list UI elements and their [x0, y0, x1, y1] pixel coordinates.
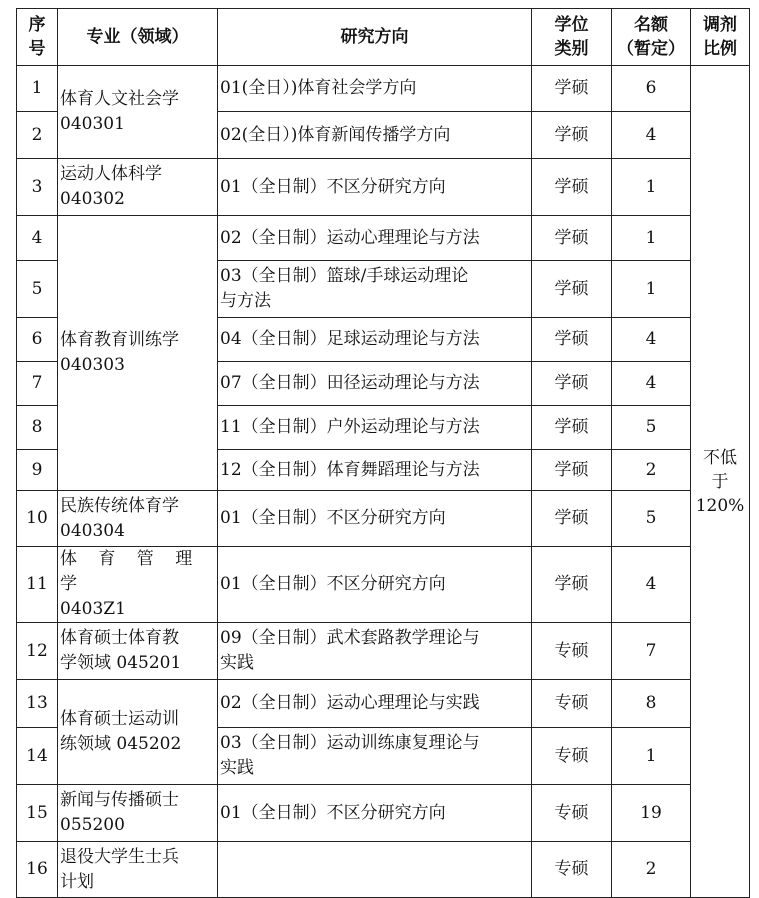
degree-cell: 学硕 [532, 547, 612, 623]
degree-cell: 专硕 [532, 785, 612, 842]
seq-cell: 3 [17, 159, 58, 216]
direction-cell: 04（全日制）足球运动理论与方法 [218, 318, 532, 362]
seq-cell: 16 [17, 842, 58, 898]
major-cell: 民族传统体育学 040304 [58, 491, 218, 547]
degree-cell: 专硕 [532, 842, 612, 898]
admissions-table [16, 8, 750, 898]
degree-cell: 学硕 [532, 318, 612, 362]
quota-cell: 2 [612, 842, 691, 898]
direction-cell: 09（全日制）武术套路教学理论与 实践 [218, 623, 532, 680]
table-row [17, 842, 750, 898]
seq-cell: 12 [17, 623, 58, 680]
degree-cell: 学硕 [532, 66, 612, 112]
quota-cell: 4 [612, 318, 691, 362]
direction-cell: 01（全日制）不区分研究方向 [218, 785, 532, 842]
degree-cell: 专硕 [532, 680, 612, 728]
direction-cell [218, 842, 532, 898]
quota-cell: 5 [612, 406, 691, 450]
direction-cell: 11（全日制）户外运动理论与方法 [218, 406, 532, 450]
seq-cell: 1 [17, 66, 58, 112]
quota-cell: 4 [612, 547, 691, 623]
header-ratio: 调剂 比例 [691, 9, 750, 66]
major-cell: 新闻与传播硕士 055200 [58, 785, 218, 842]
quota-cell: 2 [612, 450, 691, 491]
table-row [17, 216, 750, 261]
degree-cell: 学硕 [532, 491, 612, 547]
quota-cell: 19 [612, 785, 691, 842]
seq-cell: 4 [17, 216, 58, 261]
degree-cell: 学硕 [532, 216, 612, 261]
quota-cell: 8 [612, 680, 691, 728]
direction-cell: 01（全日制）不区分研究方向 [218, 491, 532, 547]
header-direction: 研究方向 [218, 9, 532, 66]
seq-cell: 14 [17, 728, 58, 785]
major-cell: 体育硕士体育教 学领域 045201 [58, 623, 218, 680]
seq-cell: 10 [17, 491, 58, 547]
table-row [17, 547, 750, 623]
header-quota: 名额 （暂定） [612, 9, 691, 66]
major-cell: 体育硕士运动训 练领域 045202 [58, 680, 218, 785]
header-seq: 序 号 [17, 9, 58, 66]
seq-cell: 13 [17, 680, 58, 728]
quota-cell: 6 [612, 66, 691, 112]
seq-cell: 6 [17, 318, 58, 362]
quota-cell: 1 [612, 159, 691, 216]
seq-cell: 15 [17, 785, 58, 842]
header-row [17, 9, 750, 66]
degree-cell: 专硕 [532, 728, 612, 785]
quota-cell: 1 [612, 261, 691, 318]
direction-cell: 03（全日制）篮球/手球运动理论 与方法 [218, 261, 532, 318]
direction-cell: 01(全日）)体育社会学方向 [218, 66, 532, 112]
quota-cell: 4 [612, 362, 691, 406]
direction-cell: 01（全日制）不区分研究方向 [218, 159, 532, 216]
degree-cell: 学硕 [532, 112, 612, 159]
major-cell: 运动人体科学 040302 [58, 159, 218, 216]
seq-cell: 9 [17, 450, 58, 491]
degree-cell: 学硕 [532, 406, 612, 450]
major-cell: 退役大学生士兵 计划 [58, 842, 218, 898]
degree-cell: 学硕 [532, 450, 612, 491]
degree-cell: 学硕 [532, 362, 612, 406]
seq-cell: 7 [17, 362, 58, 406]
quota-cell: 7 [612, 623, 691, 680]
seq-cell: 5 [17, 261, 58, 318]
header-major: 专业（领域） [58, 9, 218, 66]
direction-cell: 03（全日制）运动训练康复理论与 实践 [218, 728, 532, 785]
table-row [17, 491, 750, 547]
degree-cell: 学硕 [532, 159, 612, 216]
quota-cell: 1 [612, 728, 691, 785]
quota-cell: 5 [612, 491, 691, 547]
degree-cell: 专硕 [532, 623, 612, 680]
direction-cell: 01（全日制）不区分研究方向 [218, 547, 532, 623]
major-cell: 体育教育训练学 040303 [58, 216, 218, 491]
major-cell: 体 育 管 理 学 0403Z1 [58, 547, 218, 623]
degree-cell: 学硕 [532, 261, 612, 318]
direction-cell: 12（全日制）体育舞蹈理论与方法 [218, 450, 532, 491]
table-row [17, 785, 750, 842]
table-row [17, 66, 750, 112]
seq-cell: 2 [17, 112, 58, 159]
seq-cell: 11 [17, 547, 58, 623]
table-row [17, 159, 750, 216]
seq-cell: 8 [17, 406, 58, 450]
table-row [17, 680, 750, 728]
direction-cell: 02（全日制）运动心理理论与实践 [218, 680, 532, 728]
major-cell: 体育人文社会学 040301 [58, 66, 218, 159]
quota-cell: 4 [612, 112, 691, 159]
table-row [17, 623, 750, 680]
direction-cell: 07（全日制）田径运动理论与方法 [218, 362, 532, 406]
ratio-cell: 不低 于 120% [691, 66, 750, 898]
quota-cell: 1 [612, 216, 691, 261]
header-degree: 学位 类别 [532, 9, 612, 66]
direction-cell: 02(全日）)体育新闻传播学方向 [218, 112, 532, 159]
direction-cell: 02（全日制）运动心理理论与方法 [218, 216, 532, 261]
